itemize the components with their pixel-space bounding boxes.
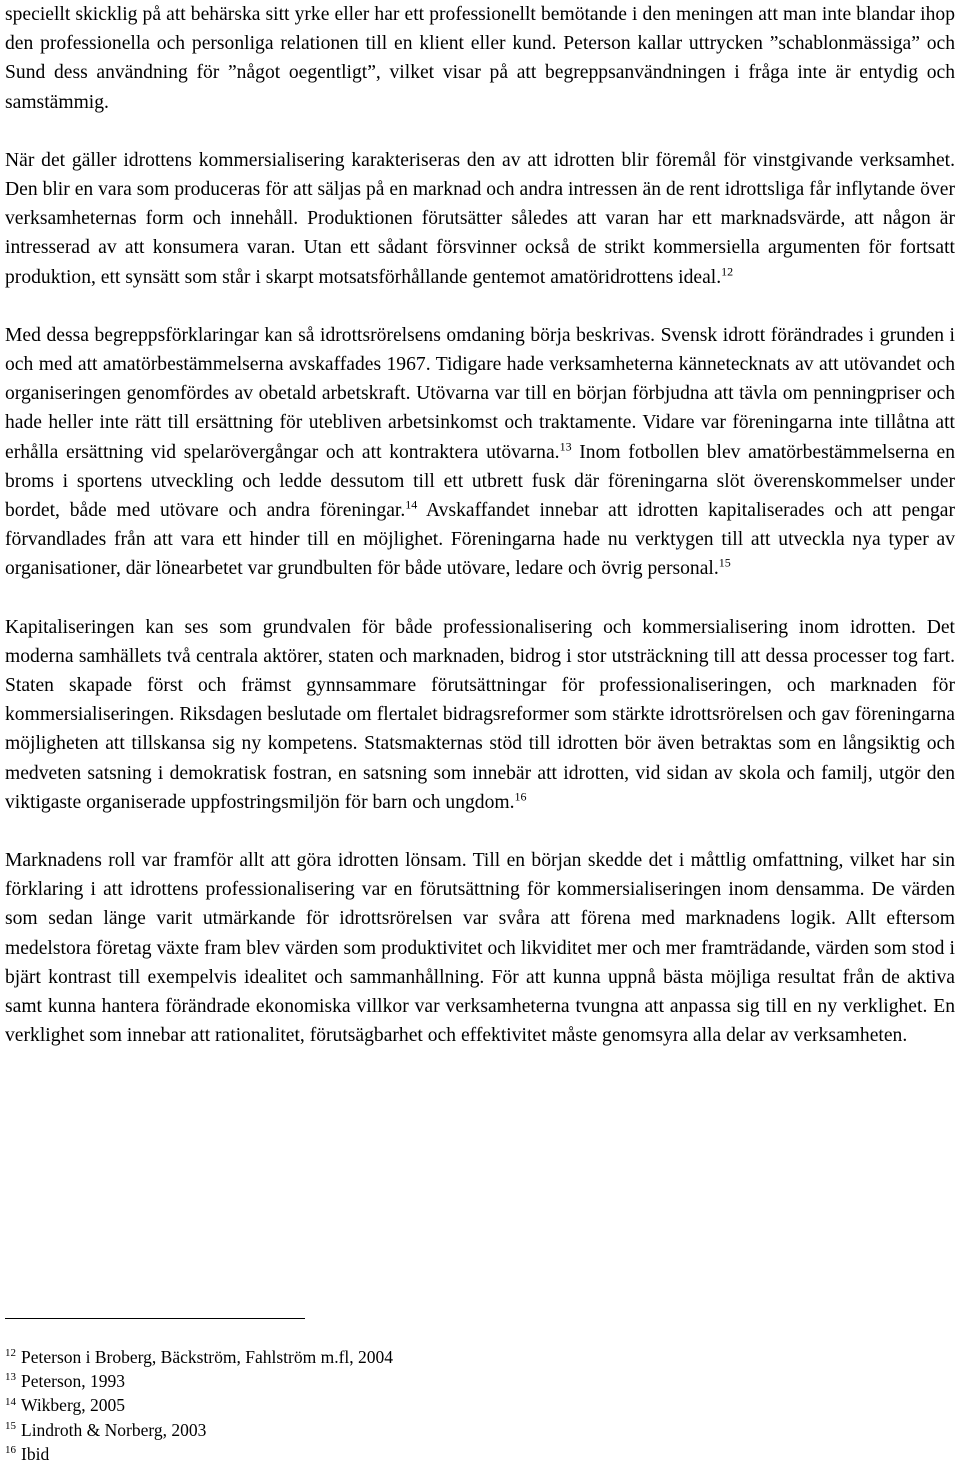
paragraph-2 [5,146,955,292]
footnote-16 [5,1442,905,1466]
paragraph-gap [5,584,955,613]
paragraph-1 [5,0,955,117]
paragraph-3-text-c: Avskaffandet innebar att idrotten kapitaliserades och att pengar förvandlades från att vara ett hinder till en möjlighet. Föreningarna hade nu verktygen till att utveckla nya typer av organisationer, där lönearbetet var grundbulten för både utövare, ledare och övrig personal. [5,500,955,580]
footnote-number: 16 [5,1443,16,1456]
footnote-number: 13 [5,1371,16,1384]
paragraph-3-text-b: Inom fotbollen blev amatörbestämmelserna en broms i sportens utveckling och ledde dessutom till ett utbrett fusk där föreningarna slöt överenskommelser under bordet, både med utövare och andra föreningar. [5,441,955,522]
paragraph-3-text-a: Med dessa begreppsförklaringar kan så idrottsrörelsens omdaning börja beskrivas. Svensk idrott förändrades i grunden i och med att amatörbestämmelserna avskaffades 1967. Tidigare hade verksamheterna kännetecknats av att utövandet och organiseringen genomfördes av obetald arbetskraft. Utövarna var till en början förbjudna att tävla om penningpriser och hade heller inte rätt till ersättning för utebliven arbetsinkomst och traktamente. Vidare var föreningarna inte tillåtna att erhålla ersättning vid spelarövergångar och att kontraktera utövarna. [5,324,955,463]
footnote-ref-15: 15 [718,555,731,570]
paragraph-2-text: När det gäller idrottens kommersialisering karakteriseras den av att idrotten blir föremål för vinstgivande verksamhet. Den blir en vara som produceras för att säljas på en marknad och andra intressen än de rent idrottsliga får inflytande över verksamheternas form och innehåll. Produktionen förutsätter således att varan har ett marknadsvärde, att någon är intresserad av att konsumera varan. Utan ett sådant försvinner också de strikt kommersiella argumenten för fortsatt produktion, ett synsätt som står i skarpt motsatsförhållande gentemot amatöridrottens ideal. [5,149,955,288]
footnote-text: Wikberg, 2005 [21,1395,125,1416]
footnote-text: Peterson, 1993 [21,1371,126,1392]
paragraph-gap [5,117,955,146]
paragraph-gap [5,292,955,321]
footnote-ref-16: 16 [514,789,527,804]
footnotes [5,1345,905,1466]
footnote-12 [5,1345,905,1369]
footnote-13 [5,1369,905,1393]
paragraph-5 [5,846,955,1050]
paragraph-5-text: Marknadens roll var framför allt att göra idrotten lönsam. Till en början skedde det i måttlig omfattning, vilket har sin förklaring i att idrottens professionalisering var en förutsättning för kommersialiseringen inom densamma. De värden som sedan länge varit utmärkande för idrottsrörelsen var svåra att förena med marknadens logik. Allt eftersom medelstora företag växte fram blev värden som produktivitet och likviditet mer och mer framträdande, värden som stod i bjärt kontrast till exempelvis idealitet och sammanhållning. För att kunna uppnå bästa möjliga resultat från de aktiva samt kunna hantera förändrade ekonomiska villkor var verksamheterna tvungna att anpassa sig till en ny verklighet. En verklighet som innebar att rationalitet, förutsägbarhet och effektivitet måste genomsyra alla delar av verksamheten. [5,850,955,1047]
paragraph-4-text: Kapitaliseringen kan ses som grundvalen för både professionalisering och kommersialisering inom idrotten. Det moderna samhällets två centrala aktörer, staten och marknaden, bidrog i stor utsträckning till att dessa processer tog fart. Staten skapade först och främst gynnsammare förutsättningar för professionaliseringen, och marknaden för kommersialiseringen. Riksdagen beslutade om flertalet bidragsreformer som stärkte idrottsrörelsen och gav föreningarna möjligheten att tillskansa sig ny kompetens. Statsmakternas stöd till idrotten bör även betraktas som en långsiktig och medveten satsning i demokratisk fostran, en satsning som innebär att idrotten, vid sidan av skola och familj, utgör den viktigaste organiserade uppfostringsmiljön för barn och ungdom. [5,616,955,813]
footnote-ref-12: 12 [721,264,734,279]
paragraph-3 [5,321,955,584]
footnote-separator [5,1318,305,1319]
footnote-text: Ibid [21,1443,50,1464]
footnote-text: Peterson i Broberg, Bäckström, Fahlström m.fl, 2004 [21,1347,394,1367]
paragraph-1-text: speciellt skicklig på att behärska sitt yrke eller har ett professionellt bemötande i den meningen att man inte blandar ihop den professionella och personliga relationen till en klient eller kund. Peterson kallar uttrycken ”schablonmässiga” och Sund dess användning för ”något oegentligt”, vilket visar på att begreppsanvändningen i fråga inte är entydig och samstämmig. [5,4,955,113]
paragraph-gap [5,817,955,846]
footnote-ref-14: 14 [405,497,418,512]
footnote-ref-13: 13 [559,439,572,454]
footnote-number: 12 [5,1347,16,1360]
footnote-14 [5,1393,905,1417]
document-body [5,0,955,1051]
footnote-number: 15 [5,1419,16,1432]
footnote-number: 14 [5,1395,16,1408]
footnote-text: Lindroth & Norberg, 2003 [21,1419,207,1440]
footnote-15 [5,1418,905,1442]
paragraph-4 [5,613,955,817]
